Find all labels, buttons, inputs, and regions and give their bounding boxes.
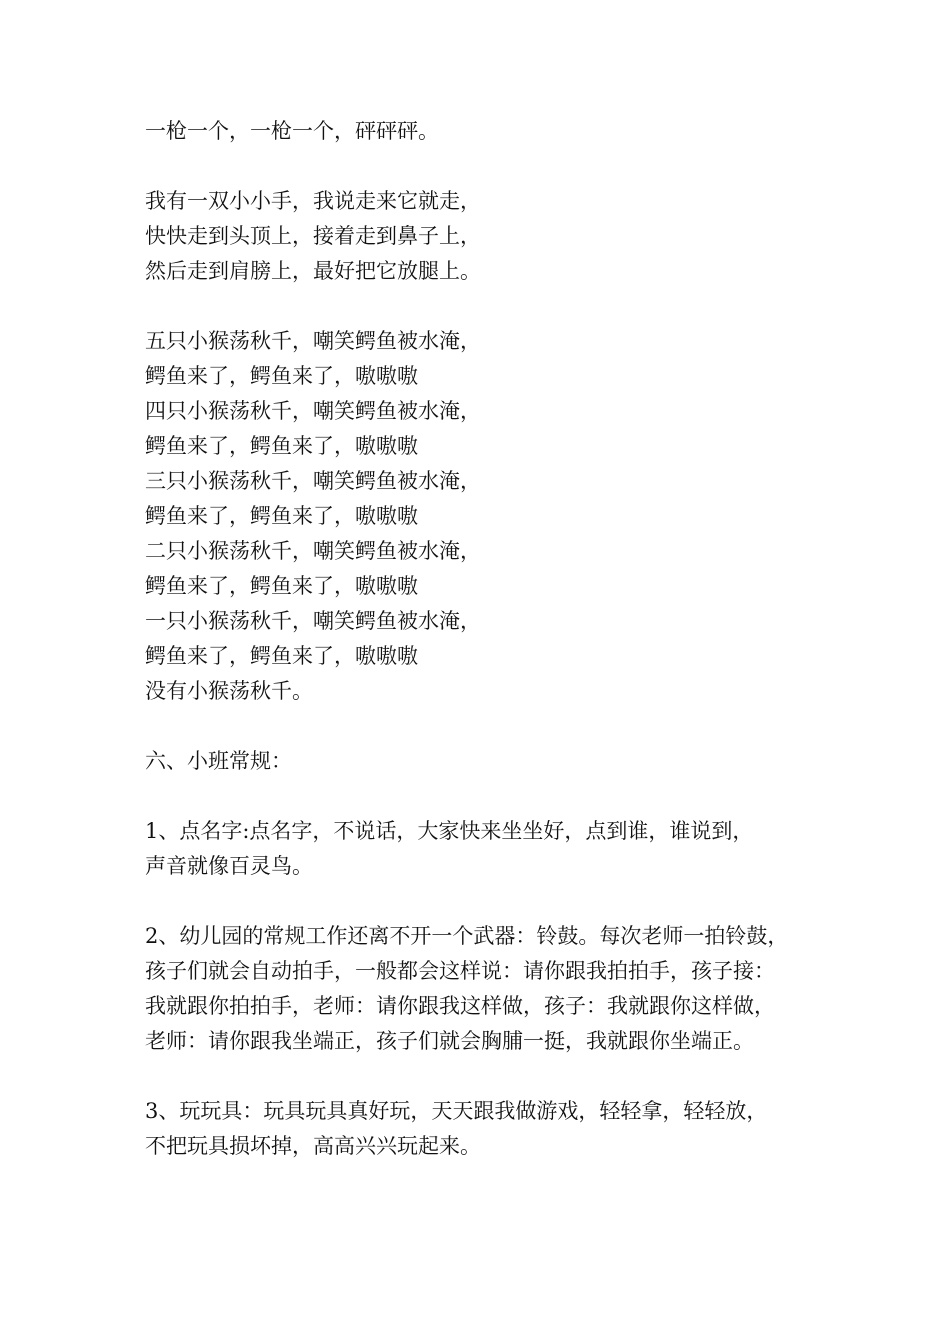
paragraph-gap xyxy=(145,779,835,814)
paragraph-gun-rhyme xyxy=(145,114,835,149)
text-line: 鳄鱼来了，鳄鱼来了，嗷嗷嗷 xyxy=(145,504,418,528)
text-line: 鳄鱼来了，鳄鱼来了，嗷嗷嗷 xyxy=(145,574,418,598)
text-line: 老师：请你跟我坐端正，孩子们就会胸脯一挺，我就跟你坐端正。 xyxy=(145,1029,754,1053)
text-line: 声音就像百灵鸟。 xyxy=(145,854,313,878)
text-line: 鳄鱼来了，鳄鱼来了，嗷嗷嗷 xyxy=(145,364,418,388)
text-line: 然后走到肩膀上，最好把它放腿上。 xyxy=(145,259,481,283)
text-line: 六、小班常规： xyxy=(145,749,292,773)
text-line: 二只小猴荡秋千，嘲笑鳄鱼被水淹， xyxy=(145,539,481,563)
document-body xyxy=(145,114,835,1164)
text-line: 一枪一个，一枪一个，砰砰砰。 xyxy=(145,119,439,143)
paragraph-gap xyxy=(145,884,835,919)
section-heading xyxy=(145,744,835,779)
text-line: 鳄鱼来了，鳄鱼来了，嗷嗷嗷 xyxy=(145,434,418,458)
paragraph-gap xyxy=(145,149,835,184)
paragraph-tambourine xyxy=(145,919,835,1059)
paragraph-gap xyxy=(145,1059,835,1094)
text-line: 一只小猴荡秋千，嘲笑鳄鱼被水淹， xyxy=(145,609,481,633)
text-line: 不把玩具损坏掉，高高兴兴玩起来。 xyxy=(145,1134,481,1158)
text-line: 我有一双小小手，我说走来它就走， xyxy=(145,189,481,213)
text-line: 没有小猴荡秋千。 xyxy=(145,679,313,703)
text-line: 三只小猴荡秋千，嘲笑鳄鱼被水淹， xyxy=(145,469,481,493)
text-line: 1、点名字:点名字，不说话，大家快来坐坐好，点到谁，谁说到， xyxy=(145,819,754,843)
paragraph-toys xyxy=(145,1094,835,1164)
text-line: 四只小猴荡秋千，嘲笑鳄鱼被水淹， xyxy=(145,399,481,423)
paragraph-gap xyxy=(145,709,835,744)
text-line: 3、玩玩具：玩具玩具真好玩，天天跟我做游戏，轻轻拿，轻轻放， xyxy=(145,1099,768,1123)
text-line: 五只小猴荡秋千，嘲笑鳄鱼被水淹， xyxy=(145,329,481,353)
paragraph-gap xyxy=(145,289,835,324)
text-line: 鳄鱼来了，鳄鱼来了，嗷嗷嗷 xyxy=(145,644,418,668)
paragraph-little-hands xyxy=(145,184,835,289)
text-line: 孩子们就会自动拍手，一般都会这样说：请你跟我拍拍手，孩子接： xyxy=(145,959,775,983)
text-line: 2、幼儿园的常规工作还离不开一个武器：铃鼓。每次老师一拍铃鼓， xyxy=(145,924,789,948)
text-line: 我就跟你拍拍手，老师：请你跟我这样做，孩子：我就跟你这样做， xyxy=(145,994,775,1018)
text-line: 快快走到头顶上，接着走到鼻子上， xyxy=(145,224,481,248)
paragraph-roll-call xyxy=(145,814,835,884)
paragraph-monkeys-swing xyxy=(145,324,835,709)
